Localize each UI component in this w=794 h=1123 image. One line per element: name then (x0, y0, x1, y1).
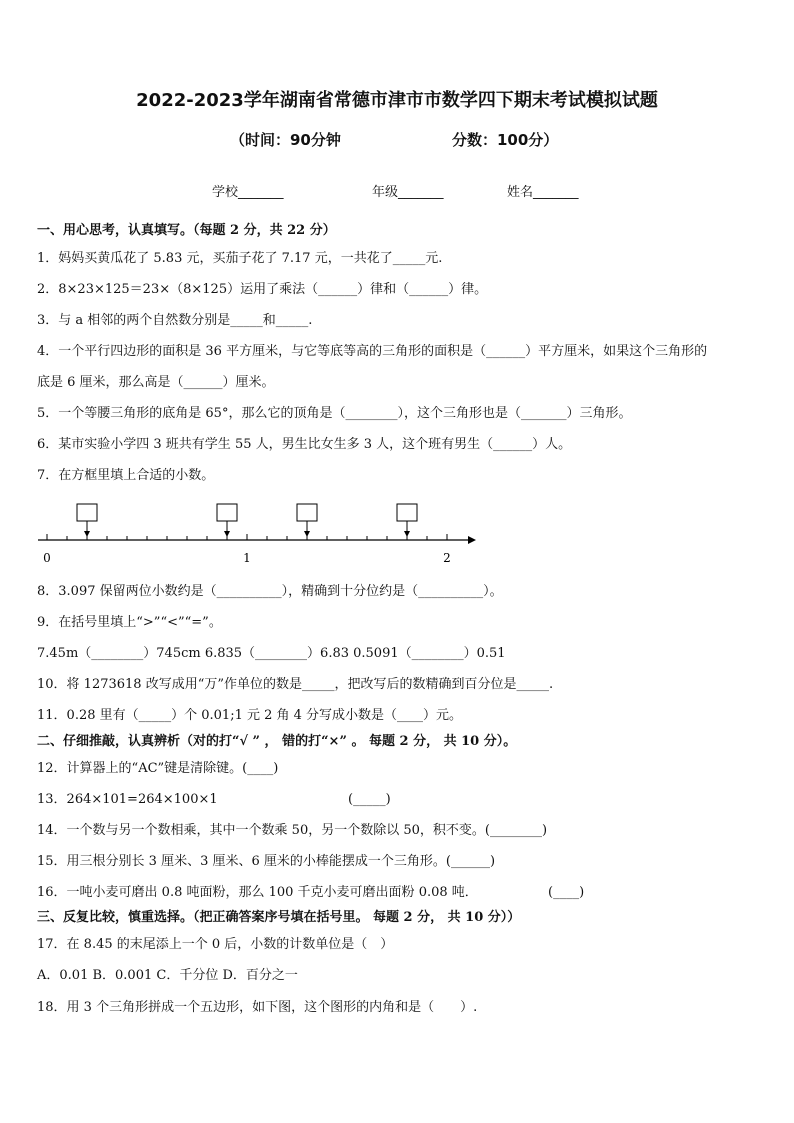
question-4-line-1: 4．一个平行四边形的面积是 36 平方厘米，与它等底等高的三角形的面积是（______）平方厘米，如果这个三角形的 (37, 344, 708, 359)
pointer-arrow (224, 531, 230, 537)
label-0: 0 (43, 551, 51, 565)
pointer-arrow (404, 531, 410, 537)
question-17-options: A．0.01 B．0.001 C．千分位 D．百分之一 (37, 968, 298, 983)
question-17: 17．在 8.45 的末尾添上一个 0 后，小数的计数单位是（ ） (37, 937, 394, 952)
grade-field: 年级_______ (372, 185, 444, 200)
section-heading-2: 二、仔细推敲，认真辨析（对的打“√ ” ， 错的打“×” 。 每题 2 分， 共 10 分）。 (37, 734, 517, 749)
answer-box[interactable] (397, 504, 417, 521)
question-4-line-2: 底是 6 厘米，那么高是（______）厘米。 (37, 375, 275, 390)
question-6: 6．某市实验小学四 3 班共有学生 55 人，男生比女生多 3 人，这个班有男生（______）人。 (37, 437, 572, 452)
answer-box[interactable] (297, 504, 317, 521)
question-1: 1．妈妈买黄瓜花了 5.83 元，买茄子花了 7.17 元，一共花了_____元. (37, 251, 443, 266)
question-12: 12．计算器上的“AC”键是清除键。(____) (37, 761, 279, 776)
label-2: 2 (443, 551, 451, 565)
pointer-arrow (304, 531, 310, 537)
question-3: 3．与 a 相邻的两个自然数分别是_____和_____. (37, 313, 313, 328)
question-9-items: 7.45m（________）745cm 6.835（________）6.83 0.5091（________）0.51 (37, 646, 506, 661)
question-10: 10．将 1273618 改写成用“万”作单位的数是_____，把改写后的数精确到百分位是_____. (37, 677, 554, 692)
number-line-figure (30, 498, 490, 570)
section-heading-3: 三、反复比较，慎重选择。（把正确答案序号填在括号里。 每题 2 分， 共 10 分）） (37, 910, 521, 925)
answer-boxes (77, 504, 417, 537)
number-line-arrowhead (468, 536, 476, 544)
question-13: 13．264×101=264×100×1 (37, 792, 218, 807)
exam-time: （时间：90分钟 (230, 131, 341, 149)
question-7: 7．在方框里填上合适的小数。 (37, 468, 215, 483)
school-field: 学校_______ (212, 185, 284, 200)
question-16-answer: (____) (548, 885, 585, 900)
question-5: 5．一个等腰三角形的底角是 65°，那么它的顶角是（________），这个三角形也是（_______）三角形。 (37, 406, 632, 421)
exam-score: 分数：100分） (452, 131, 559, 149)
question-15: 15．用三根分别长 3 厘米、3 厘米、6 厘米的小棒能摆成一个三角形。(______) (37, 854, 496, 869)
pointer-arrow (84, 531, 90, 537)
question-8: 8．3.097 保留两位小数约是（__________），精确到十分位约是（__________）。 (37, 584, 503, 599)
answer-box[interactable] (217, 504, 237, 521)
question-14: 14．一个数与另一个数相乘，其中一个数乘 50，另一个数除以 50，积不变。(________) (37, 823, 548, 838)
question-13-answer: (_____) (348, 792, 391, 807)
page-title: 2022-2023学年湖南省常德市津市市数学四下期末考试模拟试题 (136, 90, 658, 111)
section-heading-1: 一、用心思考，认真填写。（每题 2 分，共 22 分） (37, 223, 336, 238)
label-1: 1 (243, 551, 251, 565)
question-11: 11．0.28 里有（_____）个 0.01;1 元 2 角 4 分写成小数是（____）元。 (37, 708, 463, 723)
name-field: 姓名_______ (507, 185, 579, 200)
question-9: 9．在括号里填上“>”“<”“=”。 (37, 615, 222, 630)
question-16: 16．一吨小麦可磨出 0.8 吨面粉，那么 100 千克小麦可磨出面粉 0.08 吨． (37, 885, 478, 900)
question-18: 18．用 3 个三角形拼成一个五边形，如下图，这个图形的内角和是（ ）. (37, 1000, 478, 1015)
number-line-ticks (47, 534, 447, 540)
answer-box[interactable] (77, 504, 97, 521)
question-2: 2．8×23×125＝23×（8×125）运用了乘法（______）律和（______）律。 (37, 282, 488, 297)
